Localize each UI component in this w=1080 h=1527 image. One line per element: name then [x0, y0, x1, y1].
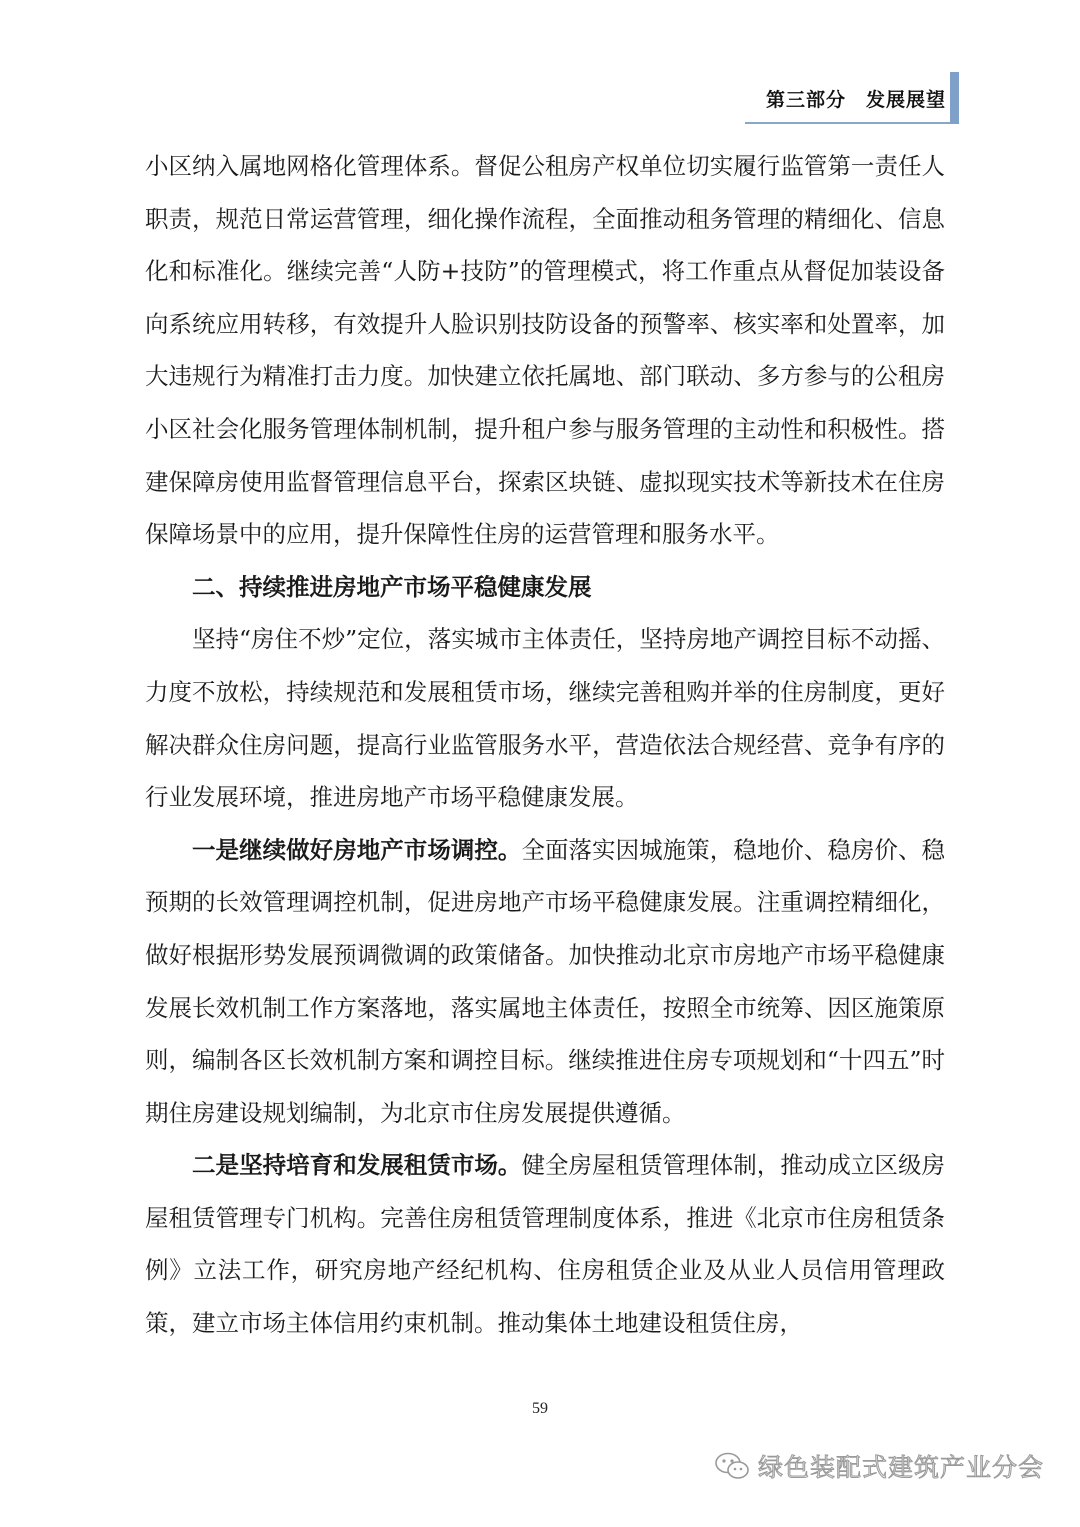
section-title: 第三部分 发展展望: [765, 88, 946, 111]
header-rule: [745, 122, 950, 124]
page-body: [145, 140, 945, 1350]
paragraph-continued: 小区纳入属地网格化管理体系。督促公租房产权单位切实履行监管第一责任人职责，规范日常运营管理，细化操作流程，全面推动租务管理的精细化、信息化和标准化。继续完善“人防+技防”的管理模式，将工作重点从督促加装设备向系统应用转移，有效提升人脸识别技防设备的预警率、核实率和处置率，加大违规行为精准打击力度。加快建立依托属地、部门联动、多方参与的公租房小区社会化服务管理体制机制，提升租户参与服务管理的主动性和积极性。搭建保障房使用监督管理信息平台，探索区块链、虚拟现实技术等新技术在住房保障场景中的应用，提升保障性住房的运营管理和服务水平。: [145, 152, 945, 549]
paragraph-item-1-text: 全面落实因城施策，稳地价、稳房价、稳预期的长效管理调控机制，促进房地产市场平稳健康发展。注重调控精细化，做好根据形势发展预调微调的政策储备。加快推动北京市房地产市场平稳健康发展长效机制工作方案落地，落实属地主体责任，按照全市统筹、因区施策原则，编制各区长效机制方案和调控目标。继续推进住房专项规划和“十四五”时期住房建设规划编制，为北京市住房发展提供遵循。: [145, 835, 946, 1127]
running-header: [766, 72, 960, 124]
paragraph-intro: 坚持“房住不炒”定位，落实城市主体责任，坚持房地产调控目标不动摇、力度不放松，持续规范和发展租赁市场，继续完善租购并举的住房制度，更好解决群众住房问题，提高行业监管服务水平，营造依法合规经营、竞争有序的行业发展环境，推进房地产市场平稳健康发展。: [145, 625, 945, 812]
section-heading: 二、持续推进房地产市场平稳健康发展: [192, 572, 592, 601]
watermark: [714, 1448, 1044, 1484]
paragraph-item-1-lead: 一是继续做好房地产市场调控。: [192, 835, 522, 864]
watermark-text: 绿色装配式建筑产业分会: [757, 1453, 1044, 1482]
header-accent-bar: [950, 72, 959, 124]
page-number: 59: [532, 1400, 548, 1417]
paragraph-item-2: [145, 1139, 945, 1349]
wechat-icon: [714, 1451, 750, 1481]
paragraph-item-2-text: 健全房屋租赁管理体制，推动成立区级房屋租赁管理专门机构。完善住房租赁管理制度体系，推进《北京市住房租赁条例》立法工作，研究房地产经纪机构、住房租赁企业及从业人员信用管理政策，建立市场主体信用约束机制。推动集体土地建设租赁住房，: [145, 1151, 946, 1338]
paragraph-item-2-lead: 二是坚持培育和发展租赁市场。: [192, 1151, 522, 1180]
paragraph-item-1: [145, 824, 945, 1140]
